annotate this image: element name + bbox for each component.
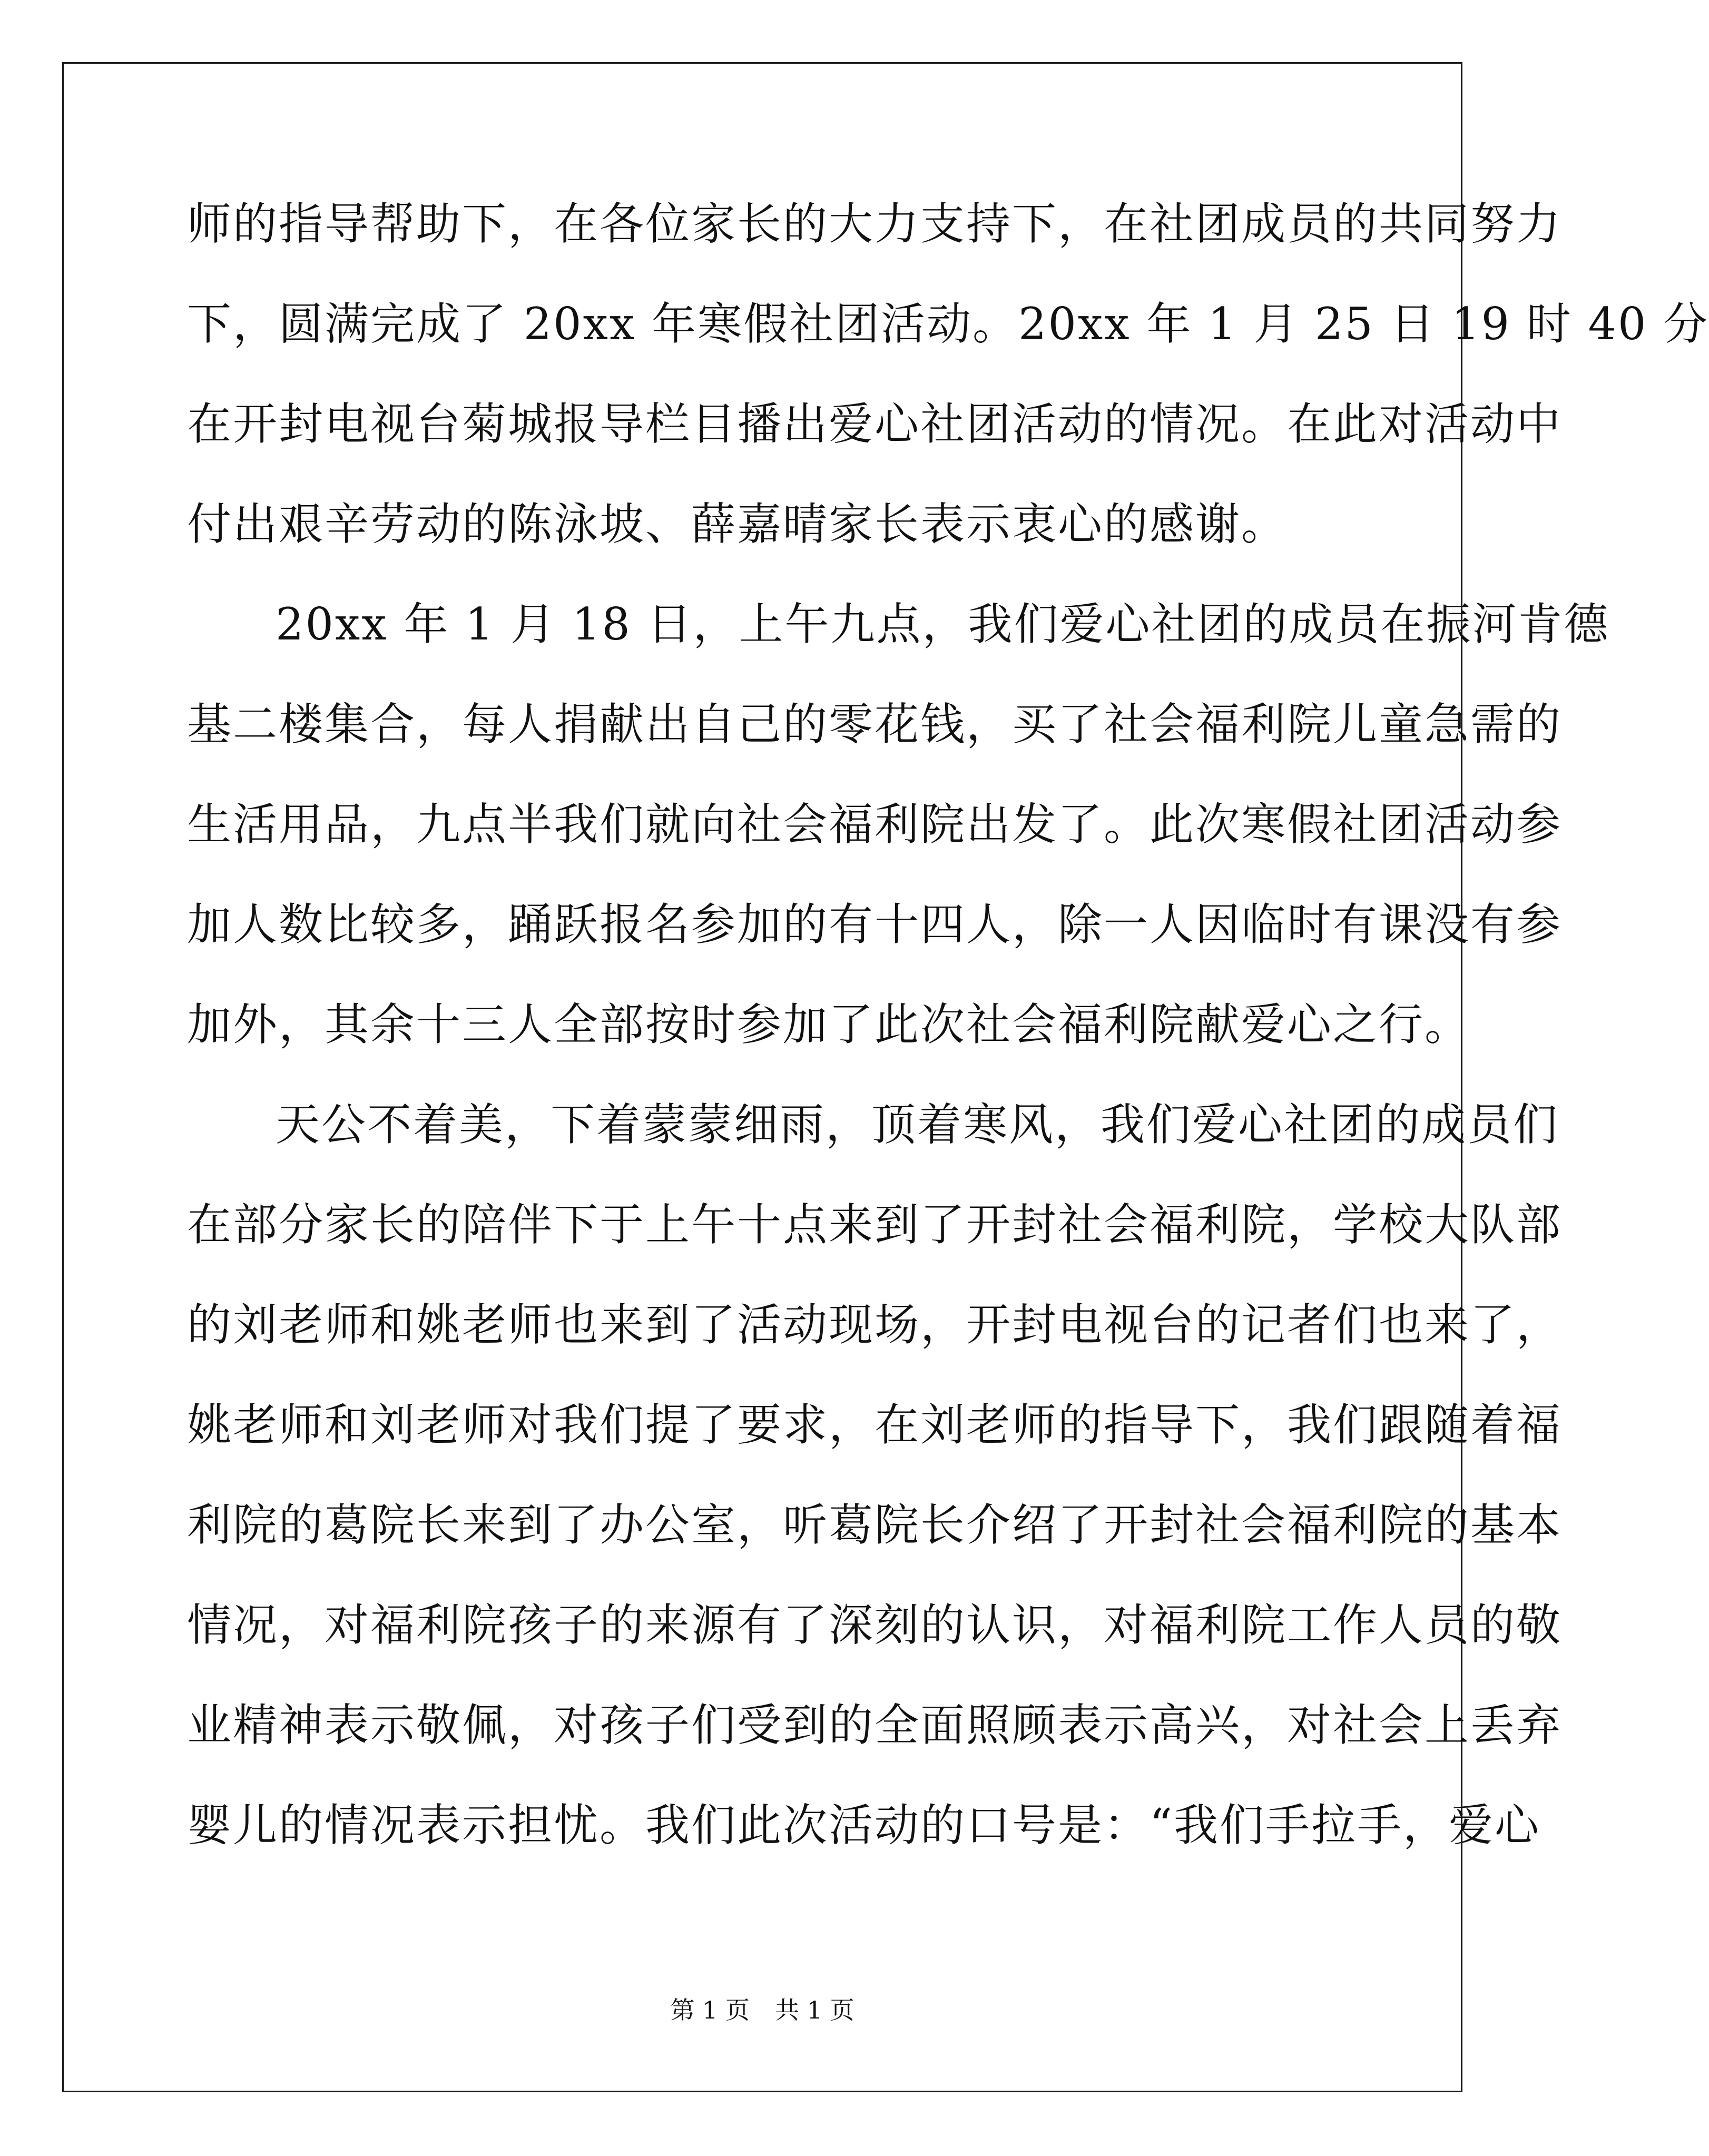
text-line: 婴儿的情况表示担忧。我们此次活动的口号是：“我们手拉手，爱心 <box>187 1799 1540 1851</box>
paragraph-2 <box>187 574 1610 1075</box>
document-body <box>187 174 1709 1875</box>
page-number-current: 第 1 页 <box>670 1996 750 2024</box>
text-line: 天公不着美，下着蒙蒙细雨，顶着寒风，我们爱心社团的成员们 <box>276 1099 1559 1150</box>
paragraph-1 <box>187 174 1709 574</box>
text-line: 生活用品，九点半我们就向社会福利院出发了。此次寒假社团活动参 <box>187 799 1563 850</box>
text-line: 下，圆满完成了 20xx 年寒假社团活动。20xx 年 1 月 25 日 19 时 40 分 <box>187 298 1709 350</box>
text-line: 付出艰辛劳动的陈泳坡、薛嘉晴家长表示衷心的感谢。 <box>187 498 1288 550</box>
text-line: 姚老师和刘老师对我们提了要求，在刘老师的指导下，我们跟随着福 <box>187 1399 1563 1451</box>
text-line: 业精神表示敬佩，对孩子们受到的全面照顾表示高兴，对社会上丢弃 <box>187 1699 1563 1751</box>
paragraph-3 <box>187 1075 1563 1875</box>
text-line: 利院的葛院长来到了办公室，听葛院长介绍了开封社会福利院的基本 <box>187 1499 1563 1551</box>
text-line: 在部分家长的陪伴下于上午十点来到了开封社会福利院，学校大队部 <box>187 1199 1563 1251</box>
text-line: 20xx 年 1 月 18 日，上午九点，我们爱心社团的成员在振河肯德 <box>276 598 1610 650</box>
text-line: 在开封电视台菊城报导栏目播出爱心社团活动的情况。在此对活动中 <box>187 398 1563 450</box>
text-line: 的刘老师和姚老师也来到了活动现场，开封电视台的记者们也来了， <box>187 1299 1563 1351</box>
text-line: 加人数比较多，踊跃报名参加的有十四人，除一人因临时有课没有参 <box>187 899 1563 950</box>
page-number-total: 共 1 页 <box>775 1996 854 2024</box>
text-line: 情况，对福利院孩子的来源有了深刻的认识，对福利院工作人员的敬 <box>187 1599 1563 1651</box>
text-line: 师的指导帮助下，在各位家长的大力支持下，在社团成员的共同努力 <box>187 198 1563 250</box>
page-footer <box>0 1991 1525 2026</box>
text-line: 基二楼集合，每人捐献出自己的零花钱，买了社会福利院儿童急需的 <box>187 698 1563 750</box>
text-line: 加外，其余十三人全部按时参加了此次社会福利院献爱心之行。 <box>187 999 1471 1050</box>
